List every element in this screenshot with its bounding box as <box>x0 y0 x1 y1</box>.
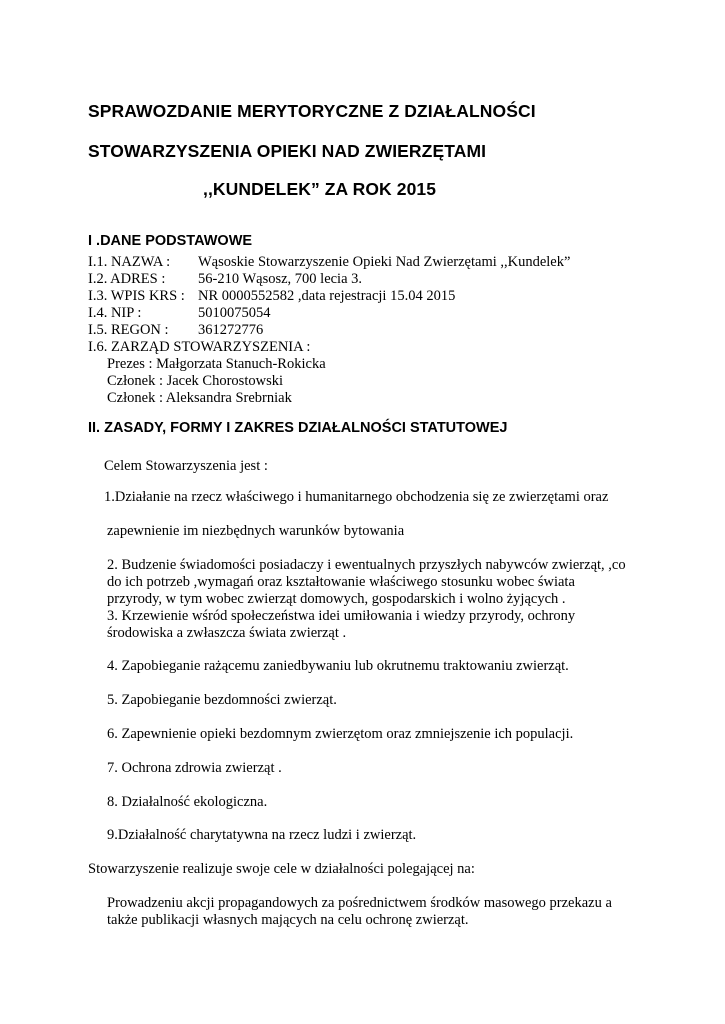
goals-intro: Celem Stowarzyszenia jest : <box>104 458 268 474</box>
board-member-president: Prezes : Małgorzata Stanuch-Rokicka <box>107 356 326 372</box>
board-member-1: Członek : Jacek Chorostowski <box>107 373 283 389</box>
document-title-line-2: STOWARZYSZENIA OPIEKI NAD ZWIERZĘTAMI <box>88 141 487 161</box>
board-heading: I.6. ZARZĄD STOWARZYSZENIA : <box>88 339 311 355</box>
goal-2-line-2: do ich potrzeb ,wymagań oraz kształtowanie właściwego stosunku wobec świata <box>107 574 575 590</box>
activity-line-1: Prowadzeniu akcji propagandowych za pośrednictwem środków masowego przekazu a <box>107 895 612 911</box>
goal-1-line-2: zapewnienie im niezbędnych warunków bytowania <box>107 523 405 539</box>
basic-data-value-krs: NR 0000552582 ,data rejestracji 15.04 2015 <box>198 288 456 304</box>
goal-4: 4. Zapobieganie rażącemu zaniedbywaniu lub okrutnemu traktowaniu zwierząt. <box>107 658 569 674</box>
basic-data-value-nip: 5010075054 <box>198 305 271 321</box>
basic-data-label-name: I.1. NAZWA : <box>88 254 171 270</box>
section-1-heading: I .DANE PODSTAWOWE <box>88 233 253 249</box>
goal-2-line-1: 2. Budzenie świadomości posiadaczy i ewentualnych przyszłych nabywców zwierząt, ,co <box>107 557 626 573</box>
goal-5: 5. Zapobieganie bezdomności zwierząt. <box>107 692 337 708</box>
basic-data-value-name: Wąsoskie Stowarzyszenie Opieki Nad Zwierzętami ,,Kundelek” <box>198 254 571 270</box>
basic-data-value-address: 56-210 Wąsosz, 700 lecia 3. <box>198 271 363 287</box>
activity-line-2: także publikacji własnych mających na celu ochronę zwierząt. <box>107 912 469 928</box>
basic-data-label-address: I.2. ADRES : <box>88 271 166 287</box>
section-2-heading: II. ZASADY, FORMY I ZAKRES DZIAŁALNOŚCI STATUTOWEJ <box>88 420 508 436</box>
goal-2-line-3: przyrody, w tym wobec zwierząt domowych, gospodarskich i wolno żyjących . <box>107 591 566 607</box>
goal-3-line-2: środowiska a zwłaszcza świata zwierząt . <box>107 625 347 641</box>
basic-data-value-regon: 361272776 <box>198 322 264 338</box>
document-title-line-1: SPRAWOZDANIE MERYTORYCZNE Z DZIAŁALNOŚCI <box>88 101 536 121</box>
basic-data-label-krs: I.3. WPIS KRS : <box>88 288 185 304</box>
board-member-2: Członek : Aleksandra Srebrniak <box>107 390 292 406</box>
activities-intro: Stowarzyszenie realizuje swoje cele w działalności polegającej na: <box>88 861 475 877</box>
document-title-line-3: ,,KUNDELEK” ZA ROK 2015 <box>203 179 437 199</box>
goal-7: 7. Ochrona zdrowia zwierząt . <box>107 760 282 776</box>
goal-3-line-1: 3. Krzewienie wśród społeczeństwa idei umiłowania i wiedzy przyrody, ochrony <box>107 608 576 624</box>
goal-1-line-1: 1.Działanie na rzecz właściwego i humanitarnego obchodzenia się ze zwierzętami oraz <box>104 489 609 505</box>
basic-data-label-nip: I.4. NIP : <box>88 305 142 321</box>
basic-data-label-regon: I.5. REGON : <box>88 322 169 338</box>
goal-6: 6. Zapewnienie opieki bezdomnym zwierzętom oraz zmniejszenie ich populacji. <box>107 726 574 742</box>
goal-9: 9.Działalność charytatywna na rzecz ludzi i zwierząt. <box>107 827 417 843</box>
goal-8: 8. Działalność ekologiczna. <box>107 794 268 810</box>
